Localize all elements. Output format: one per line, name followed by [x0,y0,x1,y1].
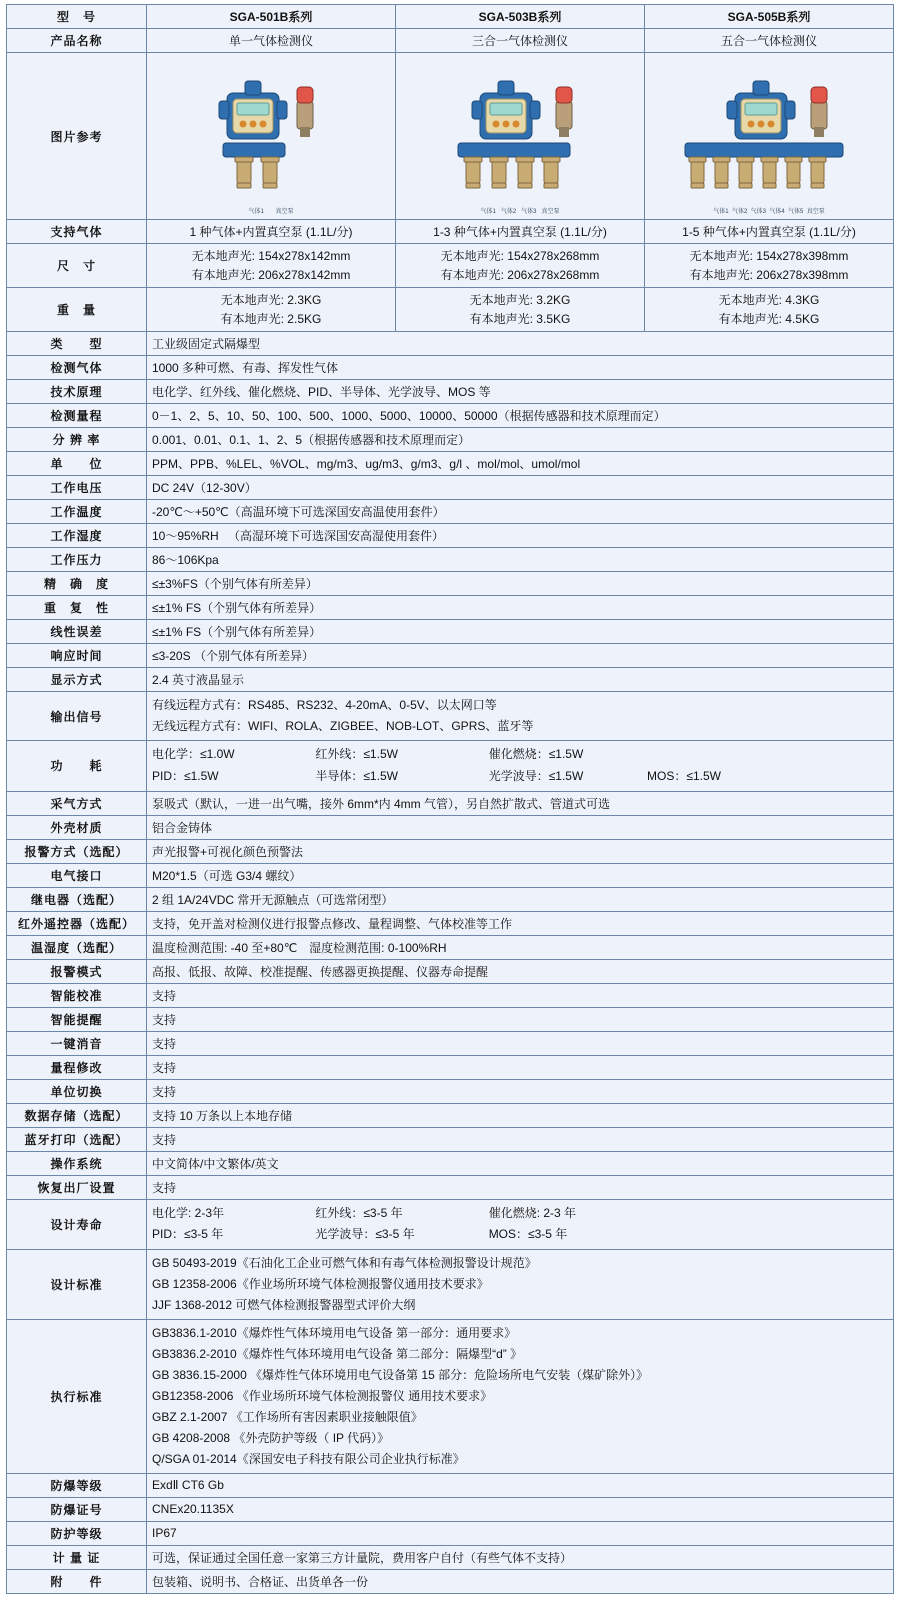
row-label-electrical: 电气接口 [7,863,147,887]
table-row-ex-cert [7,1497,894,1521]
row-label-design-standard: 设计标准 [7,1249,147,1319]
table-row-alarm-model [7,959,894,983]
gas-label: 气体2 [731,208,748,215]
row-label-output: 输出信号 [7,692,147,741]
weight-1 [147,288,396,332]
work-temp-value: -20℃～+50℃（高温环境下可选深国安高温使用套件） [147,500,894,524]
row-label-model: 型 号 [7,5,147,29]
product-name-3: 五合一气体检测仪 [645,29,894,53]
work-pressure-value: 86～106Kpa [147,548,894,572]
table-row-power [7,741,894,791]
ir-remote-opt-value: 支持，免开盖对检测仪进行报警点修改、量程调整、气体校准等工作 [147,911,894,935]
device-drawing-3 [651,57,887,215]
standard-line: GB 12358-2006《作业场所环境气体检测报警仪通用技术要求》 [152,1276,489,1291]
temp-humi-opt-value: 温度检测范围: -40 至+80℃ 湿度检测范围: 0-100%RH [147,935,894,959]
table-row-unit [7,452,894,476]
relay-opt-value: 2 组 1A/24VDC 常开无源触点（可选常闭型） [147,887,894,911]
sampling-value: 泵吸式（默认，一进一出气嘴，接外 6mm*内 4mm 气管），另自然扩散式、管道式可选 [147,791,894,815]
lifetime-item: 催化燃烧: 2-3 年 [488,1205,577,1220]
row-label-relay-opt: 继电器（选配） [7,887,147,911]
device-image-501b [147,53,396,220]
device-image-503b [396,53,645,220]
table-row-resolution [7,428,894,452]
size-3 [645,244,894,288]
standard-line: GB 3836.15-2000 《爆炸性气体环境用电气设备第 15 部分：危险场所电气安装（煤矿除外）》 [152,1367,649,1382]
output-value [147,692,894,741]
table-row-work-pressure [7,548,894,572]
table-row-temp-humi-opt [7,935,894,959]
unit-switch-value: 支持 [147,1079,894,1103]
specification-table [6,4,894,1594]
row-label-bt-print-opt: 蓝牙打印（选配） [7,1127,147,1151]
row-label-size: 尺 寸 [7,244,147,288]
table-row-work-humidity [7,524,894,548]
table-row-exec-standard [7,1319,894,1473]
ex-level-value: ExdⅡ CT6 Gb [147,1473,894,1497]
table-row-detect-gas [7,356,894,380]
row-label-unit: 单 位 [7,452,147,476]
table-row-support-gas [7,220,894,244]
row-label-alarm-mode-opt: 报警方式（选配） [7,839,147,863]
lifetime-item: 红外线：≤3-5 年 [315,1205,403,1220]
row-label-response: 响应时间 [7,644,147,668]
size-no-alarm: 无本地声光: 154x278x142mm [191,249,351,263]
row-label-principle: 技术原理 [7,380,147,404]
table-row-principle [7,380,894,404]
gas-label: 气体1 [480,208,496,215]
gas-label: 气体3 [521,208,537,215]
row-label-metrology: 计 量 证 [7,1545,147,1569]
power-item: 催化燃烧：≤1.5W [488,747,584,762]
size-1 [147,244,396,288]
weight-3 [645,288,894,332]
weight-with-alarm: 有本地声光: 2.5KG [220,311,322,326]
table-row-sampling [7,791,894,815]
gas-label: 气体2 [500,208,517,215]
standard-line: GB 4208-2008 《外壳防护等级（ IP 代码）》 [152,1430,390,1445]
table-row-type [7,332,894,356]
detect-gas-value: 1000 多种可燃、有毒、挥发性气体 [147,356,894,380]
row-label-one-key-mute: 一键消音 [7,1031,147,1055]
size-with-alarm: 有本地声光: 206x278x398mm [689,267,849,282]
table-row-data-store-opt [7,1103,894,1127]
support-gas-3: 1-5 种气体+内置真空泵 (1.1L/分) [645,220,894,244]
gas-label: 真空泵 [541,208,560,215]
row-label-support-gas: 支持气体 [7,220,147,244]
row-label-ir-remote-opt: 红外遥控器（选配） [7,911,147,935]
display-value: 2.4 英寸液晶显示 [147,668,894,692]
table-row-work-temp [7,500,894,524]
alarm-mode-opt-value: 声光报警+可视化颜色预警法 [147,839,894,863]
table-row-repeat [7,596,894,620]
table-row-one-key-mute [7,1031,894,1055]
row-label-shell: 外壳材质 [7,815,147,839]
accuracy-value: ≤±3%FS（个别气体有所差异） [147,572,894,596]
factory-reset-value: 支持 [147,1175,894,1199]
principle-value: 电化学、红外线、催化燃烧、PID、半导体、光学波导、MOS 等 [147,380,894,404]
row-label-os: 操作系统 [7,1151,147,1175]
lifetime-line-2 [152,1224,888,1246]
row-label-smart-cal: 智能校准 [7,983,147,1007]
standard-line: JJF 1368-2012 可燃气体检测报警器型式评价大纲 [152,1297,416,1312]
row-label-work-pressure: 工作压力 [7,548,147,572]
power-item: 光学波导：≤1.5W [488,768,584,783]
gas-label: 气体1 [713,208,729,215]
table-row-alarm-mode-opt [7,839,894,863]
power-item: 半导体：≤1.5W [315,768,398,783]
weight-no-alarm: 无本地声光: 2.3KG [220,293,322,308]
gas-detector-illustration [651,57,887,205]
row-label-accessory: 附 件 [7,1569,147,1593]
lifetime-item: 电化学: 2-3年 [152,1205,225,1220]
power-value [147,741,894,791]
row-label-image-ref: 图片参考 [7,53,147,220]
exec-standard-value [147,1319,894,1473]
data-store-opt-value: 支持 10 万条以上本地存储 [147,1103,894,1127]
size-with-alarm: 有本地声光: 206x278x142mm [191,267,351,282]
table-row-image-ref [7,53,894,220]
row-label-detect-gas: 检测气体 [7,356,147,380]
table-row-product-name [7,29,894,53]
unit-value: PPM、PPB、%LEL、%VOL、mg/m3、ug/m3、g/m3、g/l 、mol/mol、umol/mol [147,452,894,476]
table-row-relay-opt [7,887,894,911]
power-item: 红外线：≤1.5W [315,747,398,762]
gas-label: 气体5 [788,208,804,215]
size-with-alarm: 有本地声光: 206x278x268mm [440,267,600,282]
table-row-linear [7,620,894,644]
model-503b: SGA-503B系列 [396,5,645,29]
table-row-electrical [7,863,894,887]
support-gas-2: 1-3 种气体+内置真空泵 (1.1L/分) [396,220,645,244]
product-name-1: 单一气体检测仪 [147,29,396,53]
row-label-linear: 线性误差 [7,620,147,644]
product-name-2: 三合一气体检测仪 [396,29,645,53]
row-label-weight: 重 量 [7,288,147,332]
standard-line: GB 50493-2019《石油化工企业可燃气体和有毒气体检测报警设计规范》 [152,1255,537,1270]
row-label-unit-switch: 单位切换 [7,1079,147,1103]
power-line-1 [152,744,888,766]
standard-line: Q/SGA 01-2014《深国安电子科技有限公司企业执行标准》 [152,1451,465,1466]
table-row-ip-level [7,1521,894,1545]
table-row-ir-remote-opt [7,911,894,935]
weight-no-alarm: 无本地声光: 3.2KG [469,293,571,308]
gas-label: 气体1 [248,208,264,215]
table-row-range [7,404,894,428]
gas-detector-illustration [171,57,371,205]
row-label-accuracy: 精 确 度 [7,572,147,596]
row-label-repeat: 重 复 性 [7,596,147,620]
voltage-value: DC 24V（12-30V） [147,476,894,500]
row-label-data-store-opt: 数据存储（选配） [7,1103,147,1127]
lifetime-item: PID：≤3-5 年 [152,1227,224,1242]
device-drawing-2 [410,57,630,215]
gas-labels-3 [651,206,887,215]
weight-2 [396,288,645,332]
row-label-ex-level: 防爆等级 [7,1473,147,1497]
row-label-factory-reset: 恢复出厂设置 [7,1175,147,1199]
ex-cert-value: CNEx20.1135X [147,1497,894,1521]
lifetime-value [147,1199,894,1249]
model-505b: SGA-505B系列 [645,5,894,29]
power-line-2 [152,766,888,788]
table-row-factory-reset [7,1175,894,1199]
size-no-alarm: 无本地声光: 154x278x268mm [440,249,600,263]
table-row-metrology [7,1545,894,1569]
row-label-exec-standard: 执行标准 [7,1319,147,1473]
standard-line: GB12358-2006 《作业场所环境气体检测报警仪 通用技术要求》 [152,1388,493,1403]
row-label-work-temp: 工作温度 [7,500,147,524]
table-row-weight [7,288,894,332]
power-item: 电化学：≤1.0W [152,747,235,762]
lifetime-line-1 [152,1203,888,1225]
device-drawing-1 [171,57,371,215]
row-label-display: 显示方式 [7,668,147,692]
shell-value: 铝合金铸体 [147,815,894,839]
type-value: 工业级固定式隔爆型 [147,332,894,356]
table-row-response [7,644,894,668]
gas-label: 真空泵 [806,208,825,215]
row-label-range: 检测量程 [7,404,147,428]
standard-line: GBZ 2.1-2007 《工作场所有害因素职业接触限值》 [152,1409,423,1424]
table-row-unit-switch [7,1079,894,1103]
table-row-smart-remind [7,1007,894,1031]
power-item: MOS：≤1.5W [647,768,721,783]
lifetime-item: MOS：≤3-5 年 [488,1227,568,1242]
row-label-lifetime: 设计寿命 [7,1199,147,1249]
ip-level-value: IP67 [147,1521,894,1545]
output-wireless: 无线远程方式有：WIFI、ROLA、ZIGBEE、NOB-LOT、GPRS、蓝牙等 [152,719,534,734]
device-image-505b [645,53,894,220]
support-gas-1: 1 种气体+内置真空泵 (1.1L/分) [147,220,396,244]
table-row-os [7,1151,894,1175]
weight-no-alarm: 无本地声光: 4.3KG [718,293,820,308]
row-label-alarm-model: 报警模式 [7,959,147,983]
work-humidity-value: 10～95%RH （高湿环境下可选深国安高湿使用套件） [147,524,894,548]
row-label-product-name: 产品名称 [7,29,147,53]
row-label-temp-humi-opt: 温湿度（选配） [7,935,147,959]
size-2 [396,244,645,288]
one-key-mute-value: 支持 [147,1031,894,1055]
table-row-design-standard [7,1249,894,1319]
repeat-value: ≤±1% FS（个别气体有所差异） [147,596,894,620]
metrology-value: 可选，保证通过全国任意一家第三方计量院，费用客户自付（有些气体不支持） [147,1545,894,1569]
electrical-value: M20*1.5（可选 G3/4 螺纹） [147,863,894,887]
output-wired: 有线远程方式有：RS485、RS232、4-20mA、0-5V、以太网口等 [152,698,497,713]
gas-label: 气体3 [750,208,766,215]
range-value: 0－1、2、5、10、50、100、500、1000、5000、10000、50000（根据传感器和技术原理而定） [147,404,894,428]
table-row-accuracy [7,572,894,596]
gas-labels-2 [410,206,630,215]
row-label-smart-remind: 智能提醒 [7,1007,147,1031]
resolution-value: 0.001、0.01、0.1、1、2、5（根据传感器和技术原理而定） [147,428,894,452]
design-standard-value [147,1249,894,1319]
lifetime-item: 光学波导：≤3-5 年 [315,1227,415,1242]
row-label-power: 功 耗 [7,741,147,791]
alarm-model-value: 高报、低报、故障、校准提醒、传感器更换提醒、仪器寿命提醒 [147,959,894,983]
standard-line: GB3836.1-2010《爆炸性气体环境用电气设备 第一部分：通用要求》 [152,1325,517,1340]
table-row-voltage [7,476,894,500]
row-label-ex-cert: 防爆证号 [7,1497,147,1521]
table-row-smart-cal [7,983,894,1007]
row-label-sampling: 采气方式 [7,791,147,815]
row-label-ip-level: 防护等级 [7,1521,147,1545]
row-label-work-humidity: 工作湿度 [7,524,147,548]
row-label-voltage: 工作电压 [7,476,147,500]
gas-detector-illustration [410,57,630,205]
power-item: PID：≤1.5W [152,768,219,783]
standard-line: GB3836.2-2010《爆炸性气体环境用电气设备 第二部分：隔爆型“d” 》 [152,1346,523,1361]
row-label-resolution: 分 辨 率 [7,428,147,452]
row-label-range-modify: 量程修改 [7,1055,147,1079]
accessory-value: 包装箱、说明书、合格证、出货单各一份 [147,1569,894,1593]
model-501b: SGA-501B系列 [147,5,396,29]
table-row-bt-print-opt [7,1127,894,1151]
size-no-alarm: 无本地声光: 154x278x398mm [689,249,849,263]
bt-print-opt-value: 支持 [147,1127,894,1151]
table-row-model [7,5,894,29]
table-row-shell [7,815,894,839]
table-row-accessory [7,1569,894,1593]
smart-remind-value: 支持 [147,1007,894,1031]
table-row-size [7,244,894,288]
row-label-type: 类 型 [7,332,147,356]
table-row-ex-level [7,1473,894,1497]
gas-labels-1 [171,206,371,215]
response-value: ≤3-20S （个别气体有所差异） [147,644,894,668]
weight-with-alarm: 有本地声光: 4.5KG [718,311,820,326]
table-row-display [7,668,894,692]
weight-with-alarm: 有本地声光: 3.5KG [469,311,571,326]
table-row-range-modify [7,1055,894,1079]
gas-label: 真空泵 [275,208,294,215]
table-row-output [7,692,894,741]
gas-label: 气体4 [769,208,785,215]
table-row-lifetime [7,1199,894,1249]
linear-value: ≤±1% FS（个别气体有所差异） [147,620,894,644]
smart-cal-value: 支持 [147,983,894,1007]
range-modify-value: 支持 [147,1055,894,1079]
os-value: 中文简体/中文繁体/英文 [147,1151,894,1175]
